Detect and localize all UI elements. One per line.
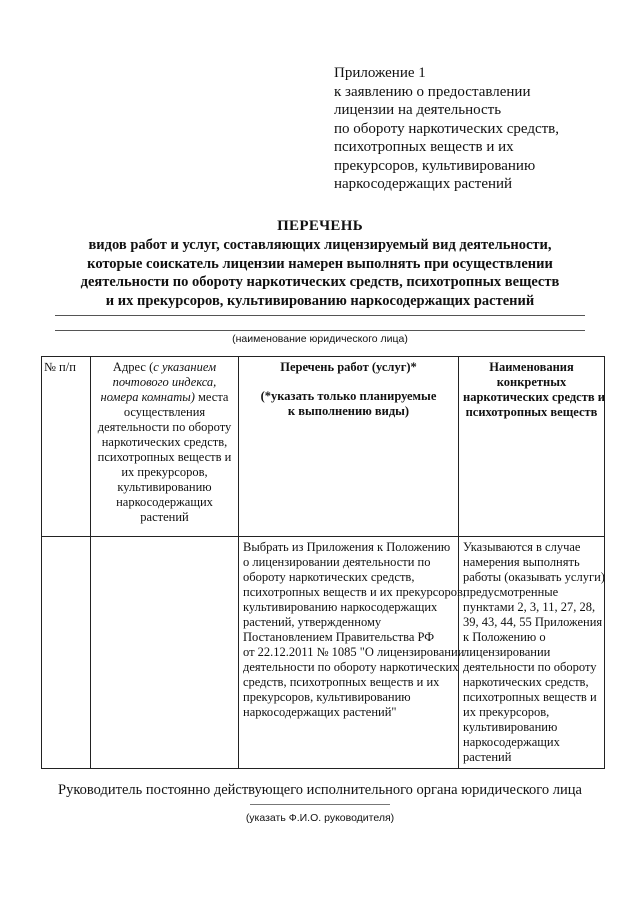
signature-underline xyxy=(250,804,390,805)
works-table xyxy=(41,356,605,769)
subtitle-line: видов работ и услуг, составляющих лицензируемый вид деятельности, xyxy=(88,237,552,253)
works-text-line: культивированию наркосодержащих xyxy=(243,600,438,614)
works-text-line: от 22.12.2011 № 1085 "О лицензировании xyxy=(243,645,465,659)
names-text-line: растений xyxy=(463,750,512,764)
row-works-cell xyxy=(239,537,467,769)
appendix-line: наркосодержащих растений xyxy=(334,176,513,192)
works-text-line: средств, психотропных веществ и их xyxy=(243,675,440,689)
names-text-line: наркосодержащих xyxy=(463,735,560,749)
appendix-line: по обороту наркотических средств, xyxy=(334,120,560,137)
names-text-line: Указываются в случае xyxy=(463,540,581,554)
header-works-note-line: (*указать только планируемые xyxy=(260,389,437,403)
works-text-line: обороту наркотических средств, xyxy=(243,570,415,584)
header-address-text: Адрес ( xyxy=(112,360,154,374)
table-header-row xyxy=(42,357,605,537)
works-text-line: наркосодержащих растений" xyxy=(243,705,397,719)
appendix-header xyxy=(334,64,624,194)
names-text-line: наркотических средств, xyxy=(463,675,589,689)
header-names-line: психотропных веществ xyxy=(465,405,598,419)
names-text-line: предусмотренные xyxy=(463,585,559,599)
signature-caption: (указать Ф.И.О. руководителя) xyxy=(245,812,395,824)
header-names-line: наркотических средств и xyxy=(463,390,605,404)
header-works xyxy=(239,357,459,537)
subtitle-line: деятельности по обороту наркотических средств, психотропных веществ xyxy=(80,274,560,290)
names-text-line: пунктами 2, 3, 11, 27, 28, xyxy=(463,600,596,614)
appendix-line: к заявлению о предоставлении xyxy=(334,83,531,100)
appendix-line: Приложение 1 xyxy=(334,65,426,81)
header-address-text: места осуществления деятельности по обороту наркотических средств, психотропных веществ и их прекурсоров, культивированию наркосодержащих растений xyxy=(97,390,232,524)
names-text-line: работы (оказывать услуги) xyxy=(463,570,605,584)
org-name-line-1 xyxy=(55,315,585,316)
works-text-line: прекурсоров, культивированию xyxy=(243,690,411,704)
header-works-note-line: к выполнению виды) xyxy=(287,404,410,418)
works-text-line: психотропных веществ и их прекурсоров, xyxy=(243,585,467,599)
names-text-line: лицензировании xyxy=(463,645,551,659)
names-text-line: психотропных веществ и xyxy=(463,690,597,704)
subtitle-line: которые соискатель лицензии намерен выполнять при осуществлении xyxy=(87,255,553,272)
document-subtitle xyxy=(40,236,600,310)
document-title: ПЕРЕЧЕНЬ xyxy=(277,218,363,234)
header-works-note xyxy=(243,389,454,419)
header-works-title: Перечень работ (услуг)* xyxy=(280,360,417,374)
header-names xyxy=(459,357,605,537)
names-text-line: намерения выполнять xyxy=(463,555,580,569)
appendix-line: психотропных веществ и их xyxy=(334,139,514,155)
works-text-line: о лицензировании деятельности по xyxy=(243,555,431,569)
names-text-line: их прекурсоров, xyxy=(463,705,550,719)
header-address-italic: с указанием почтового индекса, номера комнаты) xyxy=(100,360,217,404)
row-num-cell xyxy=(42,537,91,769)
row-address-cell xyxy=(91,537,239,769)
names-text-line: культивированию xyxy=(463,720,558,734)
names-text-line: 39, 43, 44, 55 Приложения xyxy=(463,615,603,629)
works-text-line: Постановлением Правительства РФ xyxy=(243,630,435,644)
header-names-line: Наименования xyxy=(489,360,574,374)
row-names-cell xyxy=(459,537,605,769)
works-text-line: Выбрать из Приложения к Положению xyxy=(243,540,451,554)
names-text-line: деятельности по обороту xyxy=(463,660,597,674)
subtitle-line: и их прекурсоров, культивированию наркосодержащих растений xyxy=(105,292,535,309)
appendix-line: лицензии на деятельность xyxy=(334,102,502,118)
header-names-line: конкретных xyxy=(496,375,567,389)
signature-line-text: Руководитель постоянно действующего исполнительного органа юридического лица xyxy=(58,782,582,798)
names-text-line: к Положению о xyxy=(463,630,546,644)
header-num: № п/п xyxy=(42,357,91,537)
appendix-line: прекурсоров, культивированию xyxy=(334,157,536,174)
header-address xyxy=(91,357,239,537)
org-name-caption: (наименование юридического лица) xyxy=(232,333,408,345)
works-text-line: деятельности по обороту наркотических xyxy=(243,660,459,674)
org-name-line-2 xyxy=(55,330,585,331)
works-text-line: растений, утвержденному xyxy=(243,615,382,629)
table-row xyxy=(42,537,605,769)
